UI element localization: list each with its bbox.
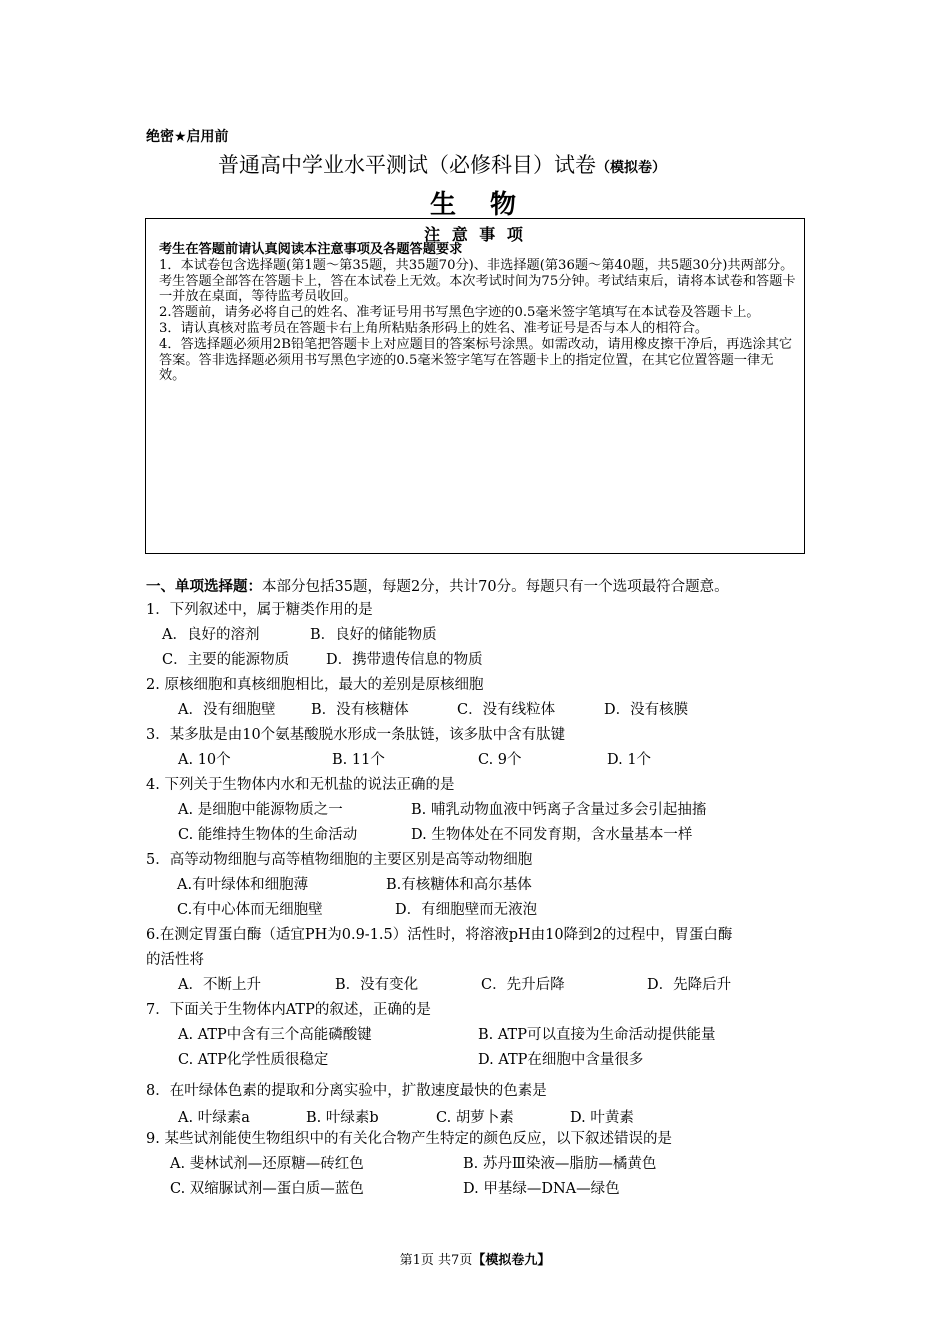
notice-item: 2.答题前，请务必将自己的姓名、准考证号用书写黑色字迹的0.5毫米签字笔填写在本试卷及答题卡上。 [159,305,760,321]
option-b: B. 苏丹Ⅲ染液—脂肪—橘黄色 [463,1156,657,1172]
option-c: C．没有线粒体 [457,702,556,718]
exam-title-tag: （模拟卷） [596,160,666,176]
option-a: A.有叶绿体和细胞薄 [177,877,309,893]
option-c: C. 能维持生物体的生命活动 [178,827,358,843]
section-label: 一、单项选择题： [146,579,262,595]
notice-body [159,242,796,384]
section-text: 本部分包括35题，每题2分，共计70分。每题只有一个选项最符合题意。 [262,579,729,595]
option-c: C．主要的能源物质 [162,652,290,668]
notice-box [145,218,805,554]
question-stem: 2. 原核细胞和真核细胞相比，最大的差别是原核细胞 [146,677,484,693]
notice-item: 3．请认真核对监考员在答题卡右上角所粘贴条形码上的姓名、准考证号是否与本人的相符合。 [159,320,709,336]
option-b: B．没有核糖体 [311,702,409,718]
subject-title: 生 物 [429,190,520,220]
option-b: B. ATP可以直接为生命活动提供能量 [478,1027,716,1043]
exam-title-text: 普通高中学业水平测试（必修科目）试卷 [218,153,596,177]
option-a: A. ATP中含有三个高能磷酸键 [178,1027,372,1043]
option-d: D．先降后升 [647,977,732,993]
page-footer [0,1249,950,1268]
page-number: 第1页 共7页 [399,1253,473,1268]
option-a: A．不断上升 [178,977,261,993]
question-stem: 6.在测定胃蛋白酶（适宜PH为0.9-1.5）活性时，将溶液pH由10降到2的过程中，胃蛋白酶 [146,927,733,943]
option-c: C．先升后降 [481,977,565,993]
question-stem: 9. 某些试剂能使生物组织中的有关化合物产生特定的颜色反应，以下叙述错误的是 [146,1131,672,1147]
option-d: D．有细胞壁而无液泡 [395,902,538,918]
option-c: C. 9个 [478,752,522,768]
option-c: C.有中心体而无细胞壁 [177,902,323,918]
option-b: B. 叶绿素b [306,1110,379,1126]
confidential-label: 绝密★启用前 [146,129,229,145]
notice-item: 4．答选择题必须用2B铅笔把答题卡上对应题目的答案标号涂黑。如需改动，请用橡皮擦干净后，再选涂其它答案。答非选择题必须用书写黑色字迹的0.5毫米签字笔写在答题卡上的指定位置，在其它位置答题一律无效。 [159,336,793,384]
option-b: B．没有变化 [335,977,419,993]
option-c: C. 胡萝卜素 [436,1110,514,1126]
question-stem: 3．某多肽是由10个氨基酸脱水形成一条肽链，该多肽中含有肽键 [146,727,566,743]
section-heading [146,575,729,596]
option-b: B. 11个 [332,752,385,768]
option-a: A．良好的溶剂 [162,627,260,643]
notice-item: 1．本试卷包含选择题(第1题～第35题，共35题70分)、非选择题(第36题～第40题，共5题30分)共两部分。考生答题全部答在答题卡上，答在本试卷上无效。本次考试时间为75分钟。考试结束后，请将本试卷和答题卡一并放在桌面，等待监考员收回。 [159,257,796,305]
option-a: A. 叶绿素a [178,1110,250,1126]
paper-tag: 【模拟卷九】 [472,1253,551,1268]
option-d: D. 生物体处在不同发育期，含水量基本一样 [411,827,693,843]
question-stem: 5．高等动物细胞与高等植物细胞的主要区别是高等动物细胞 [146,852,533,868]
question-stem: 7．下面关于生物体内ATP的叙述，正确的是 [146,1002,431,1018]
option-a: A. 10个 [178,752,231,768]
option-c: C. 双缩脲试剂—蛋白质—蓝色 [170,1181,364,1197]
notice-heading: 考生在答题前请认真阅读本注意事项及各题答题要求 [159,242,463,257]
question-stem: 4. 下列关于生物体内水和无机盐的说法正确的是 [146,777,455,793]
option-b: B．良好的储能物质 [310,627,437,643]
option-d: D．没有核膜 [604,702,689,718]
option-a: A. 斐林试剂—还原糖—砖红色 [170,1156,364,1172]
option-d: D. ATP在细胞中含量很多 [478,1052,644,1068]
option-d: D. 甲基绿—DNA—绿色 [463,1181,620,1197]
question-stem: 8．在叶绿体色素的提取和分离实验中，扩散速度最快的色素是 [146,1083,547,1099]
question-stem: 1．下列叙述中，属于糖类作用的是 [146,602,373,618]
option-d: D．携带遗传信息的物质 [326,652,483,668]
option-b: B.有核糖体和高尔基体 [386,877,532,893]
exam-title [218,149,666,179]
option-a: A. 是细胞中能源物质之一 [178,802,343,818]
option-d: D. 叶黄素 [570,1110,634,1126]
option-c: C. ATP化学性质很稳定 [178,1052,329,1068]
option-b: B. 哺乳动物血液中钙离子含量过多会引起抽搐 [411,802,707,818]
option-d: D. 1个 [607,752,652,768]
question-stem-continued: 的活性将 [146,952,204,968]
option-a: A．没有细胞壁 [178,702,276,718]
notice-title: 注 意 事 项 [424,225,526,244]
